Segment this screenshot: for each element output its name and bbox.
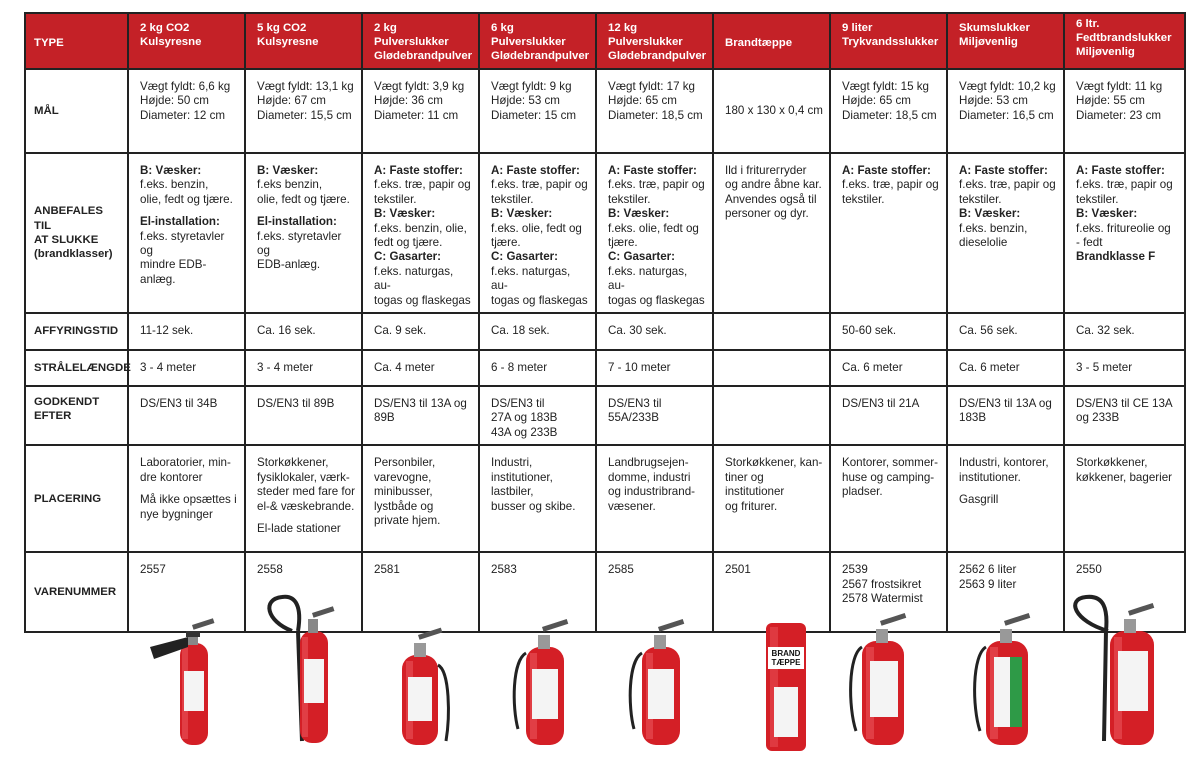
class-text: f.eks. benzin, dieselolie bbox=[959, 221, 1028, 250]
class-title: B: Væsker: bbox=[1076, 207, 1138, 221]
water-9l-extinguisher-icon bbox=[846, 611, 916, 751]
col-header: Brandtæppe bbox=[713, 13, 830, 69]
row-straale bbox=[25, 350, 1185, 386]
placering-text: Landbrugsejen- domme, industri og industribrand- væsener. bbox=[608, 456, 696, 513]
cell-godkendt: DS/EN3 til 13A og 183B bbox=[947, 386, 1064, 445]
class-text: f.eks. styretavler og EDB-anlæg. bbox=[257, 229, 342, 272]
cell-maal: Vægt fyldt: 10,2 kg Højde: 53 cm Diameter: 16,5 cm bbox=[947, 69, 1064, 153]
cell-anbefales bbox=[128, 153, 245, 313]
class-text: f.eks. træ, papir og tekstiler. bbox=[1076, 178, 1173, 206]
row-anbefales bbox=[25, 153, 1185, 313]
cell-affyring: Ca. 9 sek. bbox=[362, 313, 479, 350]
row-label-anbefales: ANBEFALES TIL AT SLUKKE (brandklasser) bbox=[25, 153, 128, 313]
cell-straale: 3 - 4 meter bbox=[128, 350, 245, 386]
class-title: B: Væsker: bbox=[959, 207, 1021, 221]
placering-text: Gasgrill bbox=[959, 493, 999, 507]
class-title: El-installation: bbox=[140, 215, 220, 229]
product-images bbox=[0, 596, 1198, 769]
cell-varenummer: 2539 2567 frostsikret 2578 Watermist bbox=[830, 552, 947, 632]
class-text: Ild i friturегryder og andre åbne kar. Anvendes også til personer og dyr. bbox=[725, 164, 822, 221]
col-header: Skumslukker Miljøvenlig bbox=[947, 13, 1064, 69]
placering-text: Storkøkkener, kan- tiner og institutioner og friturer. bbox=[725, 456, 823, 513]
row-label-godkendt: GODKENDT EFTER bbox=[25, 386, 128, 445]
class-title: A: Faste stoffer: bbox=[959, 164, 1048, 177]
row-affyring bbox=[25, 313, 1185, 350]
cell-affyring: Ca. 32 sek. bbox=[1064, 313, 1185, 350]
class-text: f.eks. fritureolie og - fedt bbox=[1076, 221, 1171, 250]
class-text: f.eks. træ, papir og tekstiler. bbox=[608, 178, 705, 206]
placering-text: Laboratorier, min- dre kontorer bbox=[140, 456, 231, 484]
cell-affyring: Ca. 30 sek. bbox=[596, 313, 713, 350]
class-title: Brandklasse F bbox=[1076, 250, 1156, 264]
cell-anbefales bbox=[596, 153, 713, 313]
class-text: f.eks benzin, olie, fedt og tjære. bbox=[257, 178, 350, 206]
fat-fire-extinguisher-icon bbox=[1064, 591, 1164, 751]
cell-varenummer: 2558 bbox=[245, 552, 362, 632]
class-title: A: Faste stoffer: bbox=[374, 164, 463, 177]
cell-varenummer: 2583 bbox=[479, 552, 596, 632]
cell-godkendt: DS/EN3 til 13A og 89B bbox=[362, 386, 479, 445]
class-title: C: Gasarter: bbox=[608, 250, 676, 264]
cell-affyring: Ca. 18 sek. bbox=[479, 313, 596, 350]
col-header: 2 kg CO2 Kulsyresne bbox=[128, 13, 245, 69]
cell-placering bbox=[713, 445, 830, 552]
row-godkendt bbox=[25, 386, 1185, 445]
class-title: A: Faste stoffer: bbox=[842, 164, 931, 177]
cell-placering bbox=[128, 445, 245, 552]
class-text: f.eks. styretavler og mindre EDB-anlæg. bbox=[140, 229, 225, 286]
co2-2kg-extinguisher-icon bbox=[148, 601, 224, 751]
cell-godkendt: DS/EN3 til 89B bbox=[245, 386, 362, 445]
class-text: f.eks. naturgas, au- togas og flaskegas bbox=[374, 264, 471, 307]
row-label-placering: PLACERING bbox=[25, 445, 128, 552]
cell-varenummer: 2562 6 liter 2563 9 liter bbox=[947, 552, 1064, 632]
cell-placering bbox=[596, 445, 713, 552]
cell-godkendt: DS/EN3 til CE 13A og 233B bbox=[1064, 386, 1185, 445]
placering-text: Storkøkkener, fysiklokaler, værk- steder med fare for el-& væskebrande. bbox=[257, 456, 355, 513]
cell-maal: Vægt fyldt: 13,1 kg Højde: 67 cm Diameter: 15,5 cm bbox=[245, 69, 362, 153]
class-text: f.eks. benzin, olie, fedt og tjære. bbox=[374, 221, 467, 250]
cell-varenummer: 2585 bbox=[596, 552, 713, 632]
cell-godkendt: DS/EN3 til 34B bbox=[128, 386, 245, 445]
row-label-type: TYPE bbox=[25, 13, 128, 69]
col-header: 9 liter Trykvandsslukker bbox=[830, 13, 947, 69]
cell-affyring: Ca. 56 sek. bbox=[947, 313, 1064, 350]
cell-straale bbox=[713, 350, 830, 386]
cell-anbefales bbox=[479, 153, 596, 313]
fire-blanket-icon bbox=[762, 623, 810, 751]
class-title: El-installation: bbox=[257, 215, 337, 229]
cell-godkendt: DS/EN3 til 55A/233B bbox=[596, 386, 713, 445]
cell-varenummer: 2550 bbox=[1064, 552, 1185, 632]
class-text: f.eks. benzin, olie, fedt og tjære. bbox=[140, 178, 233, 206]
cell-godkendt: DS/EN3 til 27A og 183B 43A og 233B bbox=[479, 386, 596, 445]
class-text: f.eks. træ, papir og tekstiler. bbox=[491, 178, 588, 206]
placering-text: Må ikke opsættes i nye bygninger bbox=[140, 493, 237, 521]
cell-maal: Vægt fyldt: 3,9 kg Højde: 36 cm Diameter: 11 cm bbox=[362, 69, 479, 153]
co2-5kg-extinguisher-icon bbox=[262, 591, 338, 751]
cell-straale: Ca. 6 meter bbox=[947, 350, 1064, 386]
class-text: f.eks. træ, papir og tekstiler. bbox=[842, 178, 939, 206]
cell-placering bbox=[362, 445, 479, 552]
cell-placering bbox=[479, 445, 596, 552]
cell-placering bbox=[245, 445, 362, 552]
cell-maal: Vægt fyldt: 6,6 kg Højde: 50 cm Diameter: 12 cm bbox=[128, 69, 245, 153]
col-header: 6 ltr. Fedtbrandslukker Miljøvenlig bbox=[1064, 13, 1185, 69]
foam-extinguisher-icon bbox=[970, 611, 1040, 751]
row-maal bbox=[25, 69, 1185, 153]
col-header: 5 kg CO2 Kulsyresne bbox=[245, 13, 362, 69]
placering-text: Industri, kontorer, institutioner. bbox=[959, 456, 1049, 484]
class-text: f.eks. naturgas, au- togas og flaskegas bbox=[608, 264, 705, 307]
class-title: B: Væsker: bbox=[491, 207, 553, 221]
cell-placering bbox=[947, 445, 1064, 552]
cell-godkendt: DS/EN3 til 21A bbox=[830, 386, 947, 445]
row-placering bbox=[25, 445, 1185, 552]
class-text: f.eks. træ, papir og tekstiler. bbox=[374, 178, 471, 206]
cell-maal: Vægt fyldt: 9 kg Højde: 53 cm Diameter: 15 cm bbox=[479, 69, 596, 153]
cell-anbefales bbox=[713, 153, 830, 313]
cell-anbefales bbox=[1064, 153, 1185, 313]
placering-text: Kontorer, sommer- huse og camping- pladser. bbox=[842, 456, 938, 499]
col-header: 12 kg Pulverslukker Glødebrandpulver bbox=[596, 13, 713, 69]
class-title: A: Faste stoffer: bbox=[1076, 164, 1165, 177]
cell-placering bbox=[830, 445, 947, 552]
col-header: 6 kg Pulverslukker Glødebrandpulver bbox=[479, 13, 596, 69]
cell-maal: Vægt fyldt: 17 kg Højde: 65 cm Diameter: 18,5 cm bbox=[596, 69, 713, 153]
powder-12kg-extinguisher-icon bbox=[626, 617, 696, 751]
class-text: f.eks. træ, papir og tekstiler. bbox=[959, 178, 1056, 206]
class-title: B: Væsker: bbox=[257, 164, 319, 177]
cell-varenummer: 2501 bbox=[713, 552, 830, 632]
cell-affyring: Ca. 16 sek. bbox=[245, 313, 362, 350]
powder-2kg-extinguisher-icon bbox=[388, 621, 458, 751]
cell-godkendt bbox=[713, 386, 830, 445]
class-title: A: Faste stoffer: bbox=[491, 164, 580, 177]
class-title: B: Væsker: bbox=[374, 207, 436, 221]
cell-varenummer: 2557 bbox=[128, 552, 245, 632]
cell-affyring: 11-12 sek. bbox=[128, 313, 245, 350]
placering-text: Industri, institutioner, lastbiler, busser og skibe. bbox=[491, 456, 576, 513]
placering-text: El-lade stationer bbox=[257, 521, 341, 535]
row-label-maal: MÅL bbox=[25, 69, 128, 153]
cell-straale: Ca. 4 meter bbox=[362, 350, 479, 386]
class-text: f.eks. olie, fedt og tjære. bbox=[491, 221, 582, 250]
col-header: 2 kg Pulverslukker Glødebrandpulver bbox=[362, 13, 479, 69]
class-title: C: Gasarter: bbox=[491, 250, 559, 264]
powder-6kg-extinguisher-icon bbox=[510, 617, 580, 751]
cell-maal: Vægt fyldt: 11 kg Højde: 55 cm Diameter: 23 cm bbox=[1064, 69, 1185, 153]
cell-anbefales bbox=[830, 153, 947, 313]
cell-affyring bbox=[713, 313, 830, 350]
cell-maal: Vægt fyldt: 15 kg Højde: 65 cm Diameter: 18,5 cm bbox=[830, 69, 947, 153]
cell-anbefales bbox=[947, 153, 1064, 313]
cell-anbefales bbox=[245, 153, 362, 313]
cell-maal: 180 x 130 x 0,4 cm bbox=[713, 69, 830, 153]
cell-anbefales bbox=[362, 153, 479, 313]
cell-straale: Ca. 6 meter bbox=[830, 350, 947, 386]
fire-extinguisher-table bbox=[24, 12, 1186, 633]
class-title: B: Væsker: bbox=[608, 207, 670, 221]
cell-varenummer: 2581 bbox=[362, 552, 479, 632]
class-title: C: Gasarter: bbox=[374, 250, 442, 264]
class-title: B: Væsker: bbox=[140, 164, 202, 177]
placering-text: Storkøkkener, køkkener, bagerier bbox=[1076, 456, 1173, 484]
placering-text: Personbiler, varevogne, minibusser, lystbåde og private hjem. bbox=[374, 456, 441, 527]
cell-straale: 6 - 8 meter bbox=[479, 350, 596, 386]
row-label-affyring: AFFYRINGSTID bbox=[25, 313, 128, 350]
blanket-label: BRAND TÆPPE bbox=[768, 647, 804, 669]
class-text: f.eks. olie, fedt og tjære. bbox=[608, 221, 699, 250]
cell-affyring: 50-60 sek. bbox=[830, 313, 947, 350]
cell-placering bbox=[1064, 445, 1185, 552]
cell-straale: 3 - 4 meter bbox=[245, 350, 362, 386]
row-label-varenummer: VARENUMMER bbox=[25, 552, 128, 632]
row-label-straale: STRÅLELÆNGDE bbox=[25, 350, 128, 386]
class-title: A: Faste stoffer: bbox=[608, 164, 697, 177]
cell-straale: 3 - 5 meter bbox=[1064, 350, 1185, 386]
header-row bbox=[25, 13, 1185, 69]
cell-straale: 7 - 10 meter bbox=[596, 350, 713, 386]
class-text: f.eks. naturgas, au- togas og flaskegas bbox=[491, 264, 588, 307]
